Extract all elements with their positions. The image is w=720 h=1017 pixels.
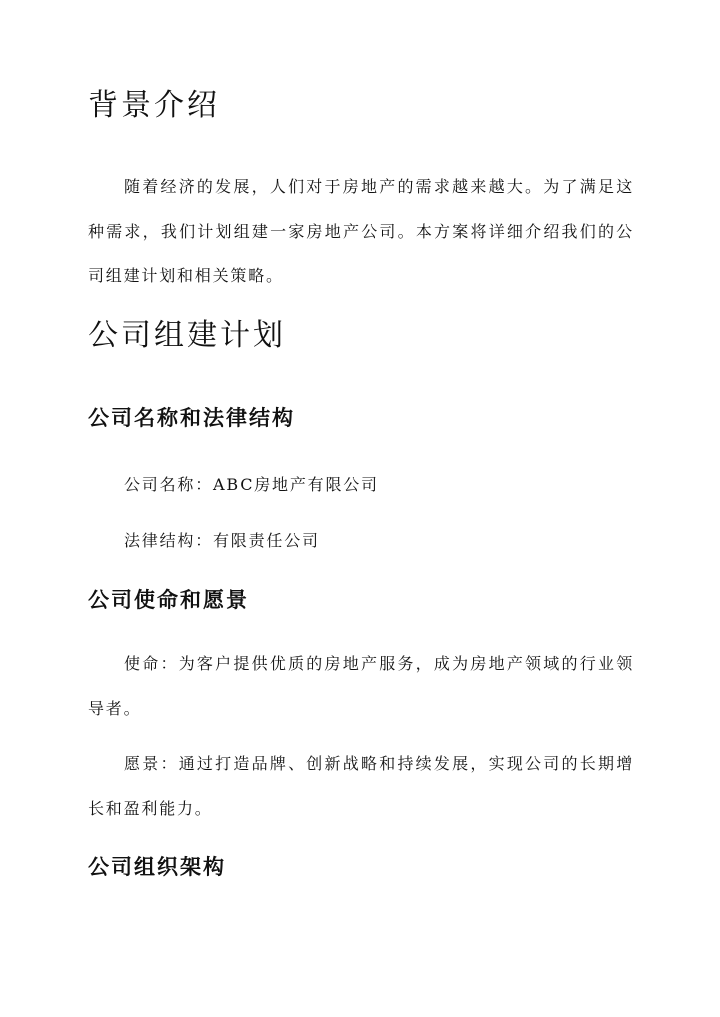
heading-background: 背景介绍	[88, 88, 220, 123]
paragraph-vision: 愿景：通过打造品牌、创新战略和持续发展，实现公司的长期增长和盈利能力。	[88, 754, 634, 818]
heading-org-structure: 公司组织架构	[88, 854, 226, 879]
legal-structure-line: 法律结构：有限责任公司	[124, 531, 320, 550]
heading-mission-and-vision: 公司使命和愿景	[88, 587, 249, 612]
company-name-line: 公司名称：ABC房地产有限公司	[124, 475, 379, 494]
paragraph-mission: 使命：为客户提供优质的房地产服务，成为房地产领域的行业领导者。	[88, 654, 634, 718]
paragraph-background: 随着经济的发展，人们对于房地产的需求越来越大。为了满足这种需求，我们计划组建一家房地产公司。本方案将详细介绍我们的公司组建计划和相关策略。	[88, 177, 634, 285]
heading-name-and-legal-structure: 公司名称和法律结构	[88, 405, 295, 430]
heading-company-plan: 公司组建计划	[88, 318, 286, 353]
